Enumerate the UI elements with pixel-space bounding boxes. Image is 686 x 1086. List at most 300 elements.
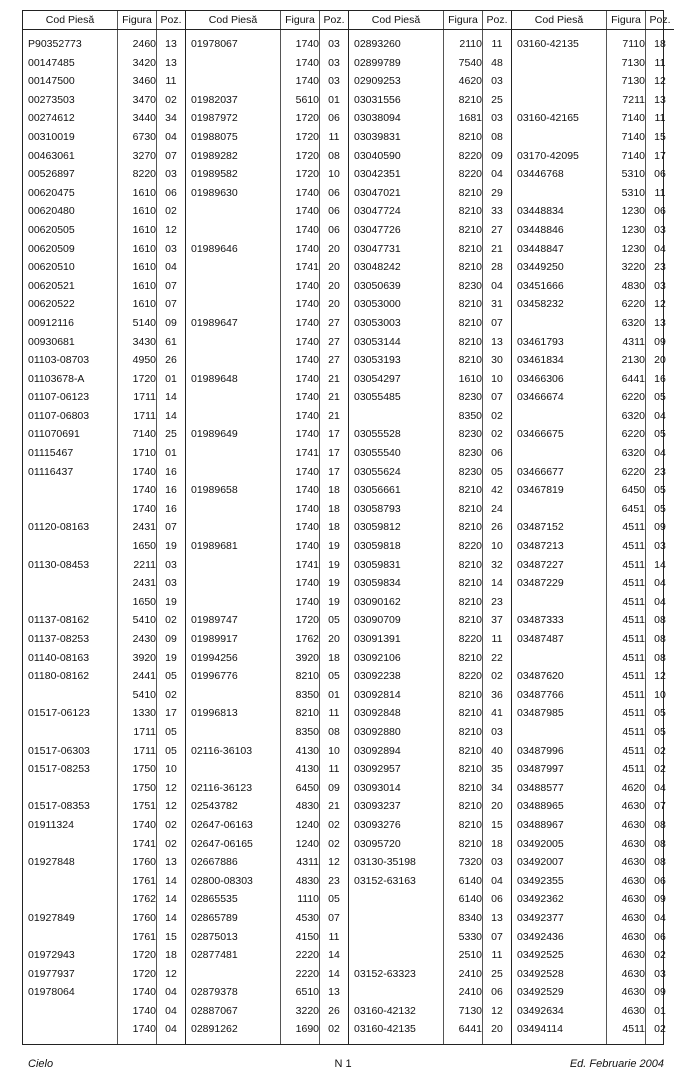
part-code: 03047731 — [354, 242, 401, 255]
position-number: 40 — [491, 744, 503, 757]
part-code — [23, 686, 122, 705]
position-number: 08 — [654, 651, 666, 664]
position-number: 20 — [491, 1023, 503, 1036]
figure-number: 1740 — [132, 1004, 156, 1017]
footer-edition: Ed. Februarie 2004 — [569, 1058, 664, 1070]
figure-number: 6140 — [458, 874, 482, 887]
position-number: 13 — [328, 986, 340, 999]
figure-number: 8210 — [458, 763, 482, 776]
header-row — [186, 11, 348, 30]
position-number: 12 — [654, 75, 666, 88]
position-number: 18 — [328, 484, 340, 497]
figure-number: 1750 — [132, 763, 156, 776]
header-cod-piesa: Cod Piesă — [349, 11, 444, 29]
figure-number: 7140 — [132, 428, 156, 441]
position-number: 20 — [328, 298, 340, 311]
position-number: 04 — [491, 874, 503, 887]
part-code — [186, 760, 285, 779]
part-code: 01130-08453 — [28, 558, 90, 571]
part-code: 01517-06123 — [28, 707, 90, 720]
part-code — [23, 779, 122, 798]
figure-number: 7211 — [622, 93, 645, 106]
figure-number: 6320 — [621, 409, 645, 422]
figure-number: 6320 — [621, 447, 645, 460]
figure-number: 4150 — [295, 930, 319, 943]
figure-number: 4311 — [622, 335, 645, 348]
part-code — [23, 574, 122, 593]
figure-number: 8210 — [458, 205, 482, 218]
position-number: 27 — [328, 335, 340, 348]
part-code — [186, 277, 285, 296]
position-number: 23 — [491, 595, 503, 608]
part-code: 01989681 — [191, 540, 238, 553]
figure-number: 4511 — [622, 558, 645, 571]
position-number: 08 — [654, 614, 666, 627]
figure-number: 1741 — [295, 447, 319, 460]
position-number: 10 — [328, 168, 340, 181]
position-number: 07 — [328, 911, 340, 924]
figure-number: 8220 — [458, 633, 482, 645]
part-code — [23, 928, 122, 947]
part-code: 03487997 — [517, 763, 564, 776]
part-code: 00463061 — [28, 149, 75, 162]
part-code: 03492362 — [517, 893, 564, 906]
figure-number: 4511 — [622, 707, 645, 720]
position-number: 14 — [328, 967, 340, 980]
part-code: 00273503 — [28, 93, 75, 106]
figure-number: 8230 — [458, 428, 482, 441]
figure-number: 1740 — [295, 38, 319, 50]
position-number: 02 — [165, 688, 177, 701]
position-column — [646, 30, 674, 1044]
position-number: 21 — [328, 409, 340, 422]
figure-number: 1690 — [295, 1023, 319, 1036]
part-code: 01120-08163 — [28, 521, 90, 534]
part-code: 03092957 — [354, 763, 401, 776]
position-number: 04 — [654, 595, 666, 608]
figure-number: 1230 — [621, 242, 645, 255]
figure-number: 8210 — [458, 223, 482, 236]
figure-number: 8210 — [458, 800, 482, 813]
position-number: 09 — [328, 781, 340, 794]
figure-number: 8350 — [458, 409, 482, 422]
figure-number: 8210 — [295, 670, 319, 683]
part-code: 02887067 — [191, 1004, 238, 1017]
position-number: 11 — [491, 38, 503, 50]
part-code: 00526897 — [28, 168, 75, 181]
part-code: 02667886 — [191, 856, 238, 869]
position-number: 11 — [328, 930, 340, 943]
part-code: 00310019 — [28, 130, 75, 143]
part-code: 02875013 — [191, 930, 238, 943]
part-code: 03160-42165 — [517, 112, 579, 125]
position-number: 09 — [165, 316, 177, 329]
parts-index-table — [22, 10, 671, 1045]
part-code: 03492436 — [517, 930, 564, 943]
figure-number: 8230 — [458, 465, 482, 478]
figure-column — [607, 30, 646, 1044]
position-number: 21 — [328, 372, 340, 385]
figure-number: 4511 — [622, 688, 645, 701]
figure-number: 5610 — [295, 93, 319, 106]
figure-column — [118, 30, 157, 1044]
part-code — [23, 1020, 122, 1039]
figure-number: 8210 — [458, 316, 482, 329]
header-figura: Figura — [444, 11, 483, 29]
part-code: 03492005 — [517, 837, 564, 850]
header-figura: Figura — [118, 11, 157, 29]
position-number: 42 — [491, 484, 503, 497]
figure-number: 7540 — [458, 56, 482, 69]
figure-number: 1610 — [132, 205, 156, 218]
position-number: 25 — [491, 967, 503, 980]
part-code: 00930681 — [28, 335, 75, 348]
position-number: 21 — [328, 391, 340, 404]
position-number: 03 — [654, 967, 666, 980]
position-number: 20 — [328, 261, 340, 274]
figure-number: 1720 — [132, 967, 156, 980]
position-number: 34 — [165, 112, 177, 125]
position-number: 08 — [328, 149, 340, 162]
part-code: 03039831 — [354, 130, 401, 143]
figure-number: 8220 — [458, 540, 482, 553]
part-code: 01989282 — [191, 149, 238, 162]
part-code: 03487487 — [517, 633, 564, 645]
figure-number: 1711 — [133, 391, 156, 404]
position-number: 11 — [654, 56, 666, 69]
position-number: 06 — [328, 205, 340, 218]
position-number: 23 — [328, 874, 340, 887]
part-code: 01989630 — [191, 186, 238, 199]
position-number: 04 — [491, 279, 503, 292]
position-number: 05 — [654, 502, 666, 515]
position-number: 05 — [654, 391, 666, 404]
position-number: 05 — [328, 670, 340, 683]
part-code: 03466675 — [517, 428, 564, 441]
figure-number: 8220 — [458, 149, 482, 162]
position-number: 19 — [328, 577, 340, 590]
position-number: 10 — [654, 688, 666, 701]
position-number: 03 — [165, 242, 177, 255]
figure-number: 8210 — [458, 130, 482, 143]
figure-number: 4630 — [621, 856, 645, 869]
position-number: 41 — [491, 707, 503, 720]
part-code — [186, 221, 285, 240]
position-number: 03 — [491, 856, 503, 869]
position-number: 18 — [328, 521, 340, 534]
figure-number: 4950 — [132, 354, 156, 367]
part-code: 03487620 — [517, 670, 564, 683]
part-code: 03047021 — [354, 186, 401, 199]
figure-number: 1751 — [132, 800, 156, 813]
figure-number: 6450 — [621, 484, 645, 497]
position-number: 02 — [328, 818, 340, 831]
position-number: 23 — [654, 261, 666, 274]
position-number: 17 — [328, 428, 340, 441]
part-code: 03448834 — [517, 205, 564, 218]
figure-number: 6220 — [621, 465, 645, 478]
position-number: 03 — [491, 75, 503, 88]
part-code: 01977937 — [28, 967, 75, 980]
part-code: 03058793 — [354, 502, 401, 515]
position-number: 09 — [654, 521, 666, 534]
part-code: 02116-36123 — [191, 781, 253, 794]
position-number: 07 — [165, 149, 177, 162]
position-number: 13 — [654, 93, 666, 106]
figure-number: 1240 — [295, 837, 319, 850]
position-number: 02 — [654, 744, 666, 757]
figure-number: 6730 — [132, 130, 156, 143]
figure-number: 1711 — [133, 744, 156, 757]
position-number: 07 — [165, 279, 177, 292]
part-code — [23, 593, 122, 612]
figure-number: 8230 — [458, 279, 482, 292]
part-code: P90352773 — [28, 38, 82, 50]
position-number: 04 — [491, 168, 503, 181]
position-number: 32 — [491, 558, 503, 571]
figure-number: 4511 — [622, 595, 645, 608]
part-code: 03053144 — [354, 335, 401, 348]
figure-number: 1230 — [621, 205, 645, 218]
part-code: 03466677 — [517, 465, 564, 478]
figure-number: 1711 — [133, 725, 156, 738]
position-number: 19 — [165, 540, 177, 553]
figure-number: 6451 — [621, 502, 645, 515]
part-code — [512, 91, 611, 110]
part-code: 03093237 — [354, 800, 401, 813]
part-code: 01137-08162 — [28, 614, 90, 627]
header-poz: Poz. — [160, 14, 182, 26]
figure-number: 1740 — [295, 372, 319, 385]
position-number: 20 — [328, 279, 340, 292]
figure-number: 1740 — [295, 484, 319, 497]
part-code-column — [512, 30, 607, 1044]
figure-number: 8210 — [458, 818, 482, 831]
position-number: 18 — [328, 651, 340, 664]
part-code: 01989647 — [191, 316, 238, 329]
part-code: 03053003 — [354, 316, 401, 329]
part-code: 03170-42095 — [517, 149, 579, 162]
position-number: 04 — [654, 242, 666, 255]
part-code: 03488967 — [517, 818, 564, 831]
figure-number: 1610 — [458, 372, 482, 385]
figure-number: 1740 — [132, 1023, 156, 1036]
position-number: 12 — [654, 298, 666, 311]
footer-brand: Cielo — [28, 1058, 54, 1070]
figure-number: 8210 — [458, 781, 482, 794]
column-group-3 — [349, 11, 512, 1044]
figure-number: 4511 — [622, 744, 645, 757]
position-number: 30 — [491, 354, 503, 367]
figure-number: 4511 — [622, 670, 645, 683]
position-number: 17 — [165, 707, 177, 720]
position-number: 19 — [165, 595, 177, 608]
part-code: 03054297 — [354, 372, 401, 385]
part-code: 02647-06163 — [191, 818, 253, 831]
part-code — [23, 872, 122, 891]
position-number: 02 — [328, 1023, 340, 1036]
figure-number: 7130 — [621, 75, 645, 88]
part-code: 02879378 — [191, 986, 238, 999]
position-column — [157, 30, 185, 1044]
position-number: 06 — [654, 930, 666, 943]
figure-number: 1740 — [295, 205, 319, 218]
position-number: 14 — [328, 949, 340, 962]
position-number: 01 — [165, 447, 177, 460]
part-code: 03492525 — [517, 949, 564, 962]
part-code: 03488577 — [517, 781, 564, 794]
part-code: 03492634 — [517, 1004, 564, 1017]
part-code — [349, 983, 448, 1002]
figure-number: 7130 — [458, 1004, 482, 1017]
position-number: 14 — [165, 911, 177, 924]
position-number: 13 — [165, 856, 177, 869]
part-code: 01517-08353 — [28, 800, 90, 813]
figure-number: 4630 — [621, 818, 645, 831]
position-number: 15 — [654, 130, 666, 143]
position-number: 04 — [654, 781, 666, 794]
position-number: 21 — [491, 242, 503, 255]
part-code: 02877481 — [191, 949, 238, 962]
figure-number: 4830 — [295, 874, 319, 887]
position-number: 08 — [654, 633, 666, 645]
figure-number: 2430 — [132, 633, 156, 645]
position-number: 36 — [491, 688, 503, 701]
figure-number: 6140 — [458, 893, 482, 906]
figure-number: 4630 — [621, 930, 645, 943]
position-number: 02 — [491, 409, 503, 422]
figure-number: 1740 — [132, 465, 156, 478]
figure-number: 4511 — [622, 725, 645, 738]
position-number: 06 — [328, 112, 340, 125]
position-number: 03 — [491, 112, 503, 125]
position-number: 27 — [328, 354, 340, 367]
part-code — [186, 444, 285, 463]
figure-number: 1720 — [295, 112, 319, 125]
part-code — [512, 444, 611, 463]
part-code: 01978067 — [191, 38, 238, 50]
figure-number: 4630 — [621, 837, 645, 850]
part-code: 03487213 — [517, 540, 564, 553]
position-number: 09 — [654, 893, 666, 906]
position-number: 08 — [328, 725, 340, 738]
figure-number: 8210 — [458, 354, 482, 367]
part-code: 03160-42132 — [354, 1004, 416, 1017]
position-number: 02 — [654, 763, 666, 776]
position-number: 11 — [328, 763, 340, 776]
figure-number: 4511 — [622, 577, 645, 590]
header-row — [512, 11, 674, 30]
figure-number: 1720 — [132, 372, 156, 385]
part-code: 01180-08162 — [28, 670, 90, 683]
part-code: 03466306 — [517, 372, 564, 385]
position-number: 01 — [328, 688, 340, 701]
part-code: 03487227 — [517, 558, 564, 571]
position-number: 02 — [328, 837, 340, 850]
position-number: 06 — [165, 186, 177, 199]
position-number: 01 — [654, 1004, 666, 1017]
position-number: 10 — [165, 763, 177, 776]
part-code — [23, 890, 122, 909]
part-code: 01116437 — [28, 465, 74, 478]
position-number: 16 — [165, 502, 177, 515]
position-number: 33 — [491, 205, 503, 218]
part-code: 01911324 — [28, 818, 74, 831]
figure-number: 8210 — [458, 186, 482, 199]
position-number: 37 — [491, 614, 503, 627]
part-code: 03055624 — [354, 465, 401, 478]
figure-number: 8210 — [458, 484, 482, 497]
figure-number: 1740 — [295, 502, 319, 515]
position-number: 03 — [654, 279, 666, 292]
figure-number: 1230 — [621, 223, 645, 236]
figure-number: 8220 — [132, 168, 156, 181]
position-number: 06 — [654, 205, 666, 218]
position-number: 18 — [328, 502, 340, 515]
figure-number: 1330 — [132, 707, 156, 720]
position-column — [320, 30, 348, 1044]
figure-number: 8210 — [458, 688, 482, 701]
figure-number: 8210 — [458, 744, 482, 757]
position-number: 07 — [165, 298, 177, 311]
position-number: 14 — [165, 391, 177, 404]
figure-number: 2431 — [132, 577, 156, 590]
part-code: 03059831 — [354, 558, 401, 571]
figure-number: 1740 — [295, 540, 319, 553]
part-code: 03092894 — [354, 744, 401, 757]
figure-number: 8210 — [458, 614, 482, 627]
position-number: 20 — [654, 354, 666, 367]
figure-number: 2460 — [132, 38, 156, 50]
figure-number: 1681 — [458, 112, 482, 125]
position-number: 19 — [328, 595, 340, 608]
part-code — [512, 72, 611, 91]
part-code: 03492529 — [517, 986, 564, 999]
figure-number: 2410 — [458, 986, 482, 999]
figure-number: 4630 — [621, 800, 645, 813]
part-code: 02647-06165 — [191, 837, 253, 850]
part-code: 03090709 — [354, 614, 401, 627]
figure-number: 1741 — [295, 261, 319, 274]
part-code: 03451666 — [517, 279, 564, 292]
position-number: 04 — [165, 1004, 177, 1017]
part-code — [186, 351, 285, 370]
part-code — [186, 723, 285, 742]
header-figura: Figura — [607, 11, 646, 29]
part-code: 03488965 — [517, 800, 564, 813]
part-code-column — [349, 30, 444, 1044]
position-number: 12 — [165, 967, 177, 980]
position-number: 03 — [654, 540, 666, 553]
header-cod-piesa: Cod Piesă — [512, 11, 607, 29]
figure-number: 5410 — [132, 614, 156, 627]
position-number: 03 — [654, 223, 666, 236]
position-number: 26 — [328, 1004, 340, 1017]
figure-number: 4511 — [622, 614, 645, 627]
header-row — [23, 11, 185, 30]
part-code: 03152-63323 — [354, 967, 416, 980]
part-code: 03053000 — [354, 298, 401, 311]
part-code — [23, 481, 122, 500]
figure-number: 5140 — [132, 316, 156, 329]
position-number: 06 — [654, 874, 666, 887]
part-code: 01989582 — [191, 168, 238, 181]
part-code: 03048242 — [354, 261, 401, 274]
figure-number: 4630 — [621, 911, 645, 924]
figure-number: 8210 — [458, 502, 482, 515]
part-code — [23, 723, 122, 742]
part-code: 00620475 — [28, 186, 75, 199]
